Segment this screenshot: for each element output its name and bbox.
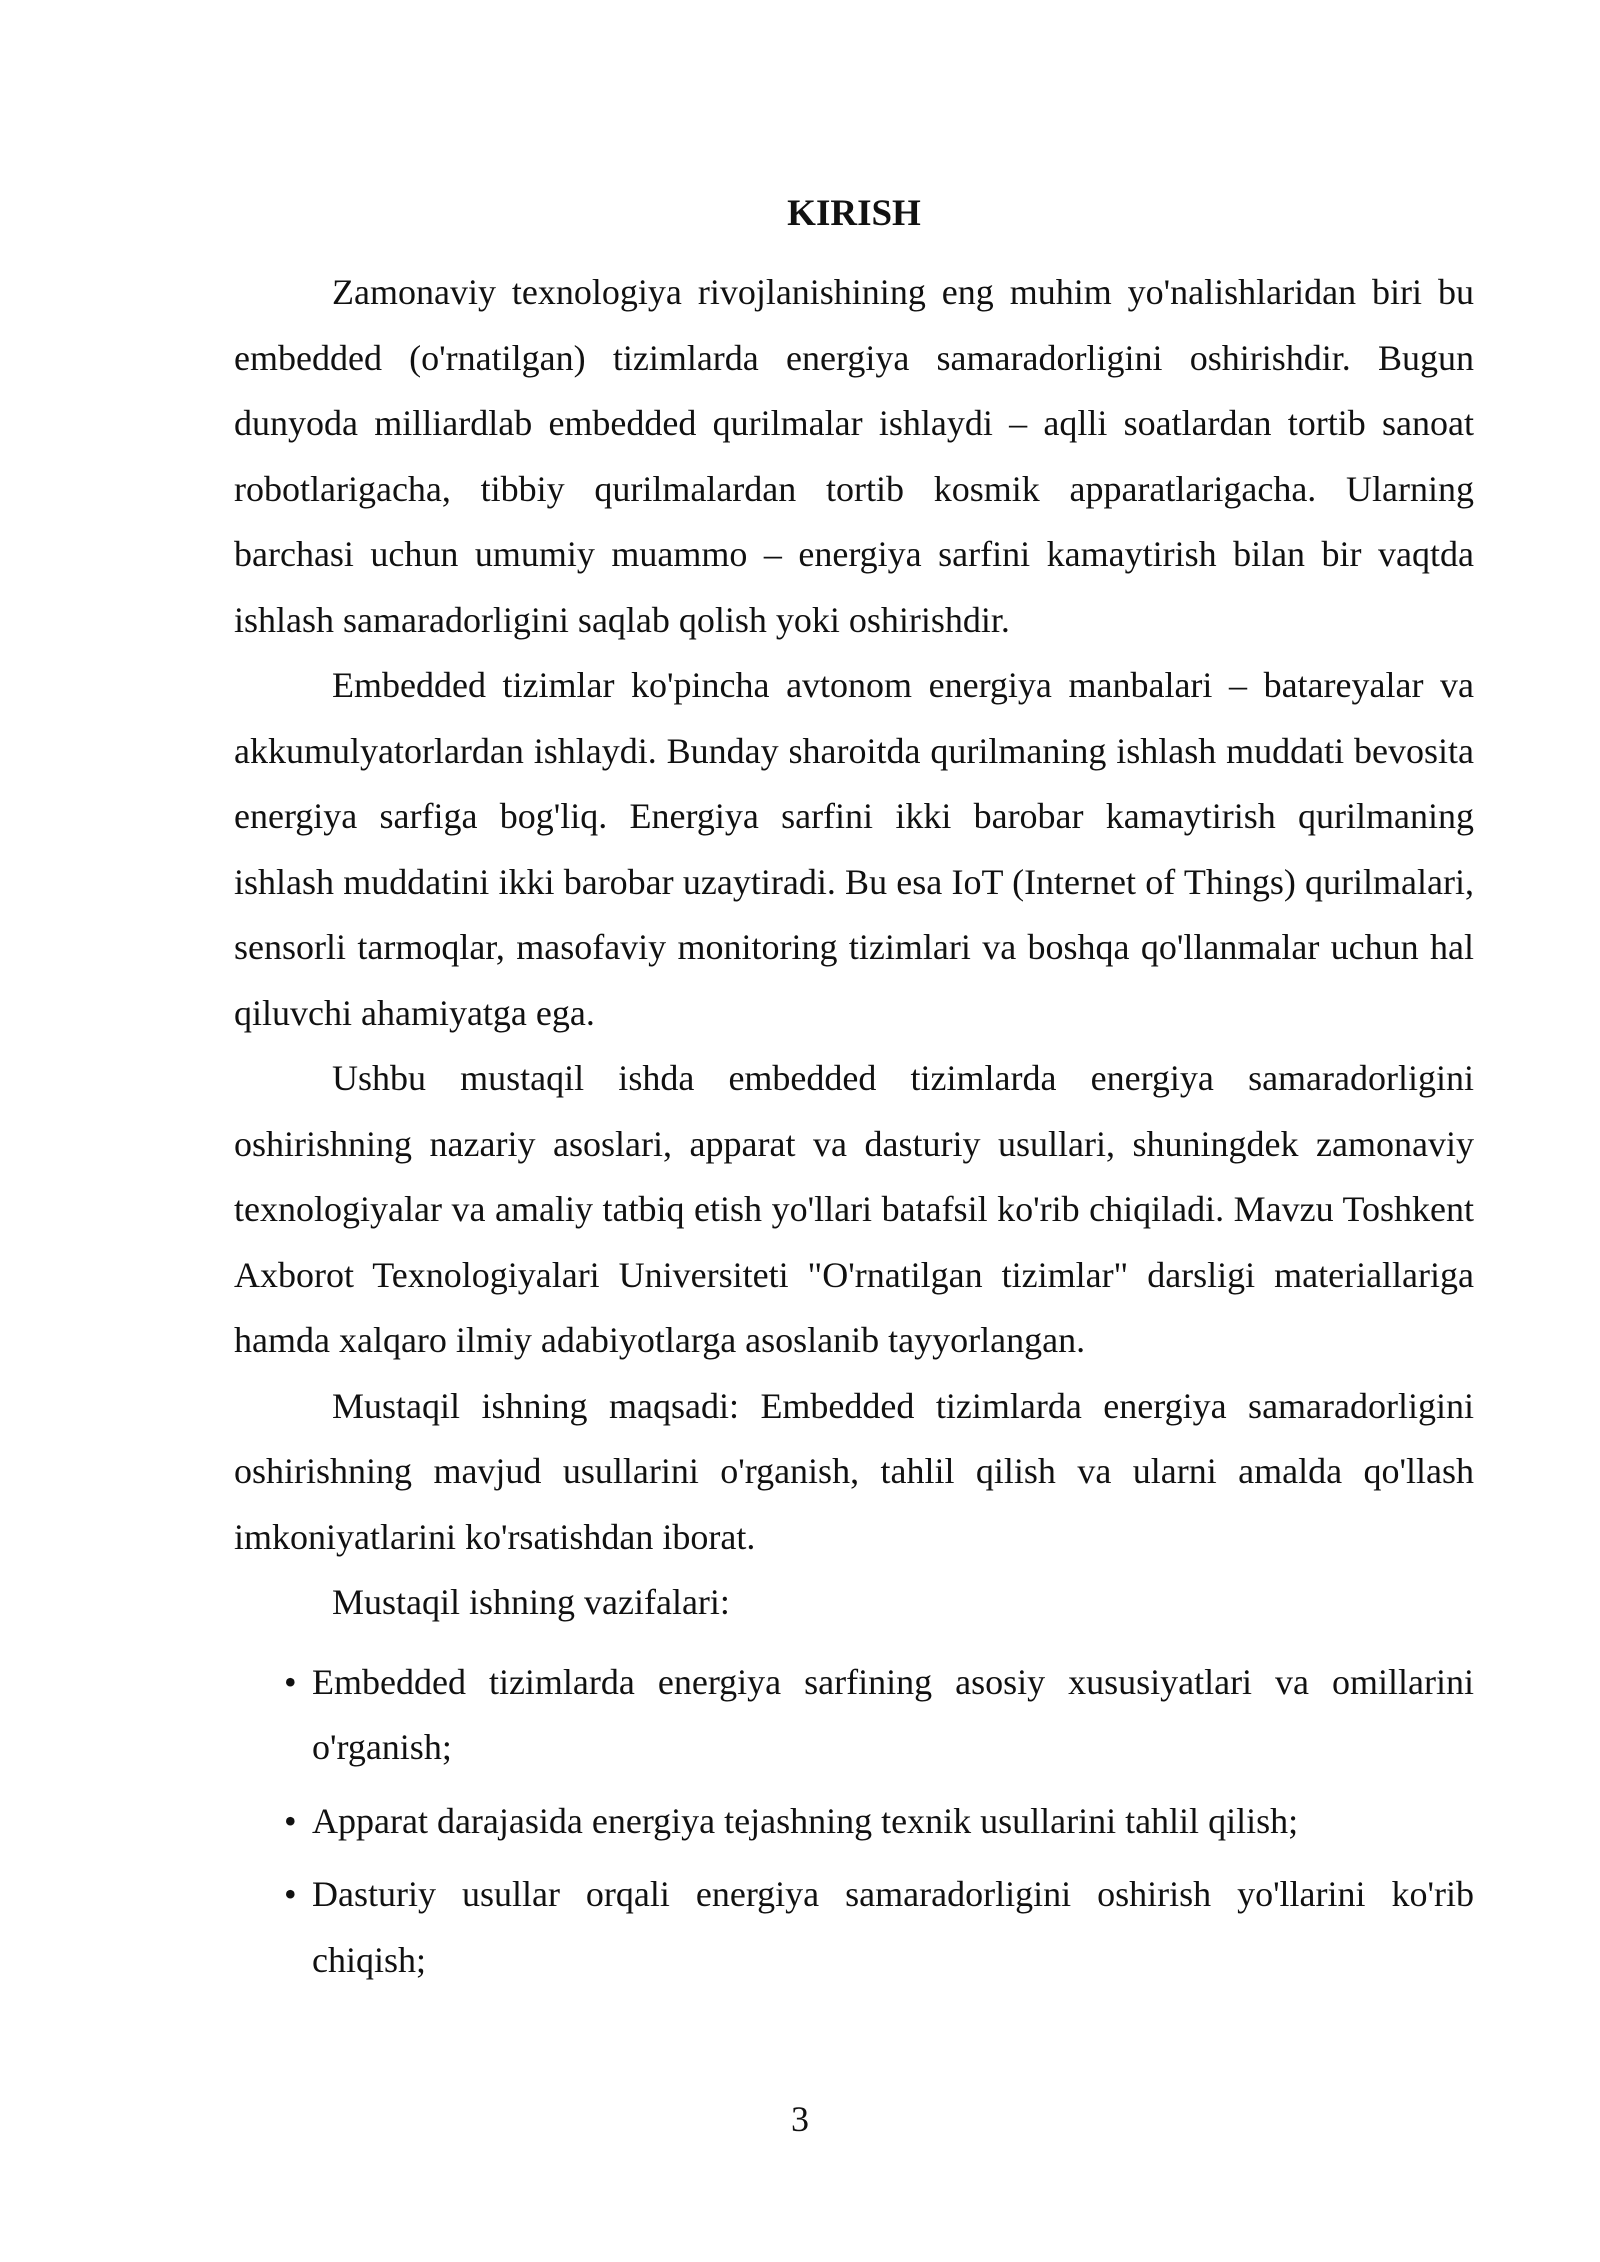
task-item xyxy=(234,1862,1474,1993)
energy-sources-paragraph: Embedded tizimlar ko'pincha avtonom energiya manbalari – batareyalar va akkumulyatorlardan ishlaydi. Bunday sharoitda qurilmaning ishlash muddati bevosita energiya sarfiga bog'liq. Energiya sarfini ikki barobar kamaytirish qurilmaning ishlash muddatini ikki barobar uzaytiradi. Bu esa IoT (Internet of Things) qurilmalari, sensorli tarmoqlar, masofaviy monitoring tizimlari va boshqa qo'llanmalar uchun hal qiluvchi ahamiyatga ega. xyxy=(234,665,1474,1033)
task-item xyxy=(234,1789,1474,1855)
bullet-icon: • xyxy=(284,1874,297,1914)
scope-paragraph: Ushbu mustaqil ishda embedded tizimlarda energiya samaradorligini oshirishning nazariy asoslari, apparat va dasturiy usullari, shuningdek zamonaviy texnologiyalar va amaliy tatbiq etish yo'llari batafsil ko'rib chiqiladi. Mavzu Toshkent Axborot Texnologiyalari Universiteti "O'rnatilgan tizimlar" darsligi materiallariga hamda xalqaro ilmiy adabiyotlarga asoslanib tayyorlangan. xyxy=(234,1058,1474,1360)
tasks-heading: Mustaqil ishning vazifalari: xyxy=(332,1582,730,1622)
intro-paragraph: Zamonaviy texnologiya rivojlanishining eng muhim yo'nalishlaridan biri bu embedded (o'rnatilgan) tizimlarda energiya samaradorligini oshirishdir. Bugun dunyoda milliardlab embedded qurilmalar ishlaydi – aqlli soatlardan tortib sanoat robotlarigacha, tibbiy qurilmalardan tortib kosmik apparatlarigacha. Ularning barchasi uchun umumiy muammo – energiya sarfini kamaytirish bilan bir vaqtda ishlash samaradorligini saqlab qolish yoki oshirishdir. xyxy=(234,272,1474,640)
page-content xyxy=(234,188,1474,2001)
task-item xyxy=(234,1650,1474,1781)
bullet-icon: • xyxy=(284,1800,297,1841)
section-title: KIRISH xyxy=(787,193,921,234)
bullet-icon: • xyxy=(284,1661,297,1702)
tasks-list xyxy=(234,1650,1474,1994)
page-number: 3 xyxy=(791,2099,809,2139)
task-text: Embedded tizimlarda energiya sarfining asosiy xususiyatlari va omillarini o'rganish; xyxy=(312,1661,1474,1767)
task-text: Dasturiy usullar orqali energiya samaradorligini oshirish yo'llarini ko'rib chiqish; xyxy=(312,1874,1474,1980)
task-text: Apparat darajasida energiya tejashning texnik usullarini tahlil qilish; xyxy=(312,1800,1299,1841)
goal-paragraph: Mustaqil ishning maqsadi: Embedded tizimlarda energiya samaradorligini oshirishning mavjud usullarini o'rganish, tahlil qilish va ularni amalda qo'llash imkoniyatlarini ko'rsatishdan iborat. xyxy=(234,1385,1474,1557)
